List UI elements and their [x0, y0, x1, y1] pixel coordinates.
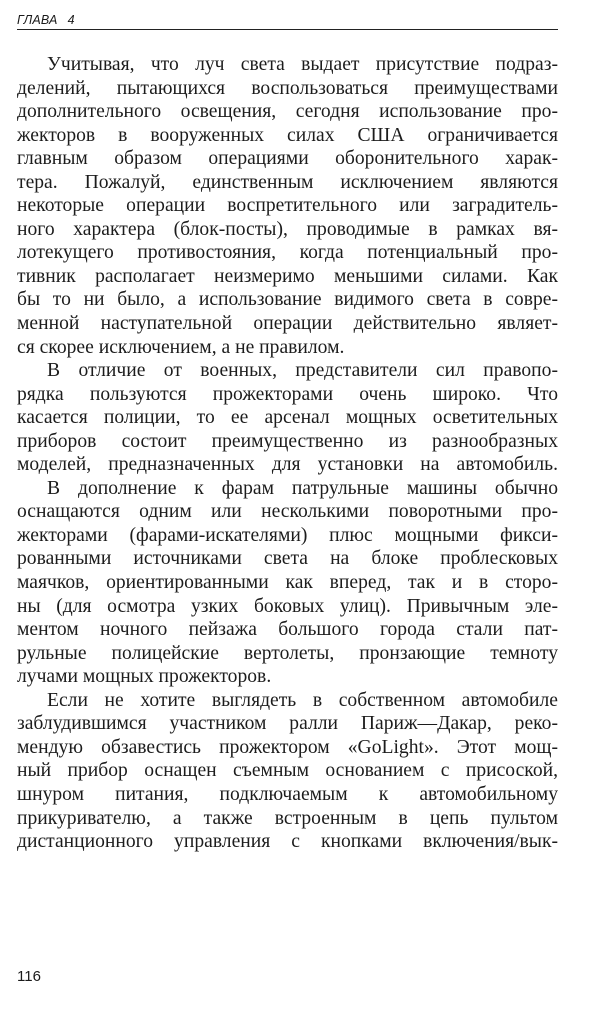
text-line: ментом ночного пейзажа большого города стали пат-	[17, 619, 558, 641]
running-head	[17, 11, 558, 30]
text-line: В дополнение к фарам патрульные машины обычно	[47, 477, 558, 499]
text-line: Если не хотите выглядеть в собственном автомобиле	[47, 689, 558, 711]
text-line: маячков, ориентированными как вперед, так и в сторо-	[17, 572, 558, 594]
body-text	[17, 53, 558, 854]
text-line: тера. Пожалуй, единственным исключением являются	[17, 171, 558, 193]
text-line: жекторов в вооруженных силах США ограничивается	[17, 124, 558, 146]
paragraph-1	[17, 53, 558, 359]
text-line: оснащаются одним или несколькими поворотными про-	[17, 501, 558, 523]
text-line: рядка пользуются прожекторами очень широко. Что	[17, 383, 558, 405]
text-line: Учитывая, что луч света выдает присутствие подраз-	[47, 54, 558, 75]
paragraph-2	[17, 359, 558, 477]
text-line: прикуривателю, а также встроенным в цепь пультом	[17, 807, 558, 829]
text-line: рульные полицейские вертолеты, пронзающие темноту	[17, 642, 558, 664]
text-line: шнуром питания, подключаемым к автомобильному	[17, 783, 558, 805]
text-line: бы то ни было, а использование видимого света в совре-	[17, 289, 558, 311]
text-line: моделей, предназначенных для установки на автомобиль.	[17, 454, 558, 476]
text-line: ся скорее исключением, а не правилом.	[17, 336, 345, 358]
text-line: лучами мощных прожекторов.	[17, 666, 272, 688]
text-line: дополнительного освещения, сегодня использование про-	[17, 101, 558, 123]
text-line: дистанционного управления с кнопками включения/вык-	[17, 831, 558, 853]
text-line: лотекущего противостояния, когда потенциальный про-	[17, 242, 558, 264]
paragraph-4	[17, 689, 558, 854]
text-line: приборов состоит преимущественно из разнообразных	[17, 430, 558, 452]
text-line: ный прибор оснащен съемным основанием с присоской,	[17, 760, 558, 782]
chapter-label: ГЛАВА	[17, 13, 58, 27]
text-line: делений, пытающихся воспользоваться преимуществами	[17, 77, 558, 99]
text-line: жекторами (фарами-искателями) плюс мощными фикси-	[17, 524, 558, 546]
paragraph-3	[17, 477, 558, 689]
text-line: В отличие от военных, представители сил правопо-	[47, 360, 558, 382]
text-line: тивник располагает неизмеримо меньшими силами. Как	[17, 265, 558, 287]
text-line: главным образом операциями оборонительного харак-	[17, 148, 558, 170]
text-line: некоторые операции воспретительного или заградитель-	[17, 195, 558, 217]
text-line: ного характера (блок-посты), проводимые в рамках вя-	[17, 218, 558, 240]
chapter-number: 4	[67, 13, 75, 27]
text-line: рованными источниками света на блоке проблесковых	[17, 548, 558, 570]
text-line: касается полиции, то ее арсенал мощных осветительных	[17, 407, 558, 429]
text-line: мендую обзавестись прожектором «GoLight». Этот мощ-	[17, 736, 558, 758]
text-line: ны (для осмотра узких боковых улиц). Привычным эле-	[17, 595, 558, 617]
text-line: заблудившимся участником ралли Париж—Дакар, реко-	[17, 713, 558, 735]
page-number: 116	[17, 968, 41, 985]
text-line: менной наступательной операции действительно являет-	[17, 313, 558, 335]
